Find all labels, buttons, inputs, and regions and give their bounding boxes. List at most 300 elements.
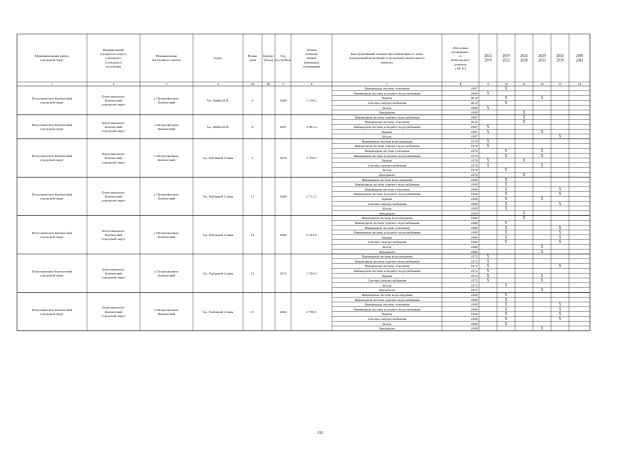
repair-mark: X: [504, 307, 508, 312]
column-number: 14: [577, 81, 582, 86]
repair-mark: X: [522, 211, 526, 216]
area-cell: 2 706,5: [306, 309, 317, 314]
column-number: 13: [558, 81, 562, 86]
settlement-cell: городской округ: [101, 237, 126, 242]
element-cell: Инженерная система холодного водоснабжения: [353, 153, 421, 158]
header-cell: городского: [105, 56, 122, 61]
repair-mark: X: [504, 177, 508, 182]
repair-mark: X: [504, 153, 508, 158]
repair-mark: X: [558, 230, 562, 235]
element-cell: Крыша: [381, 273, 393, 278]
element-cell: Инженерная система отопления: [364, 187, 410, 192]
repair-date-cell: 1980: [470, 225, 478, 230]
element-cell: Крыша: [381, 312, 393, 317]
repair-mark: X: [558, 240, 562, 245]
header-cell: 2018: [484, 58, 492, 63]
header-cell: 2034: [556, 54, 564, 59]
repair-mark: X: [558, 264, 562, 269]
year-cell: 1969: [279, 98, 287, 103]
repair-mark: X: [540, 149, 544, 153]
repair-mark: X: [558, 307, 562, 312]
locality-cell: г. Петропавловск-: [153, 154, 180, 159]
repair-mark: X: [486, 273, 490, 278]
element-cell: Фасад: [382, 105, 392, 110]
element-cell: Инженерная система водоотведения: [361, 254, 413, 259]
repair-date-cell: 1969: [470, 105, 478, 110]
column-number: 5: [282, 81, 284, 86]
column-number: 4а: [250, 81, 255, 86]
repair-mark: X: [504, 230, 508, 235]
repair-mark: X: [504, 101, 508, 105]
area-cell: 5 764,4: [306, 271, 317, 276]
repair-date-cell: 1969: [470, 297, 478, 302]
repair-mark: X: [504, 86, 508, 91]
element-cell: Инженерная система отопления: [364, 225, 410, 230]
repair-mark: X: [522, 173, 526, 177]
column-number: 4: [217, 81, 219, 86]
repair-mark: X: [486, 105, 490, 110]
settlement-cell: городской округ: [101, 275, 126, 280]
element-cell: Фундамент: [379, 288, 395, 293]
element-cell: Крыша: [381, 96, 393, 101]
repair-mark: X: [558, 225, 562, 230]
repair-mark: X: [504, 302, 508, 307]
address-cell: б-р. Пийпа Б.И.: [206, 98, 230, 103]
element-cell: Инженерная система отопления: [364, 120, 410, 125]
repair-date-cell: 1970: [470, 173, 478, 177]
repair-mark: X: [540, 96, 544, 101]
repair-date-cell: 1987: [470, 134, 478, 139]
repair-mark: X: [522, 216, 526, 221]
address-cell: б-р. Рыбацкой Славы: [202, 271, 234, 276]
repair-mark: X: [486, 125, 490, 129]
district-cell: городской округ: [40, 100, 64, 105]
repair-mark: X: [540, 129, 544, 134]
element-cell: Фундамент: [379, 173, 395, 177]
repair-mark: X: [558, 312, 562, 317]
header-cell: Адрес: [213, 56, 223, 61]
settlement-cell: Камчатский: [104, 194, 123, 199]
repair-mark: X: [504, 240, 508, 245]
repair-mark: X: [558, 192, 562, 197]
repair-date-cell: 1972: [470, 259, 478, 264]
repair-date-cell: 1969: [470, 302, 478, 307]
element-cell: Фундамент: [379, 110, 395, 115]
settlement-cell: городской округ: [101, 102, 126, 107]
area-cell: 2 711,5: [306, 194, 317, 199]
repair-mark: X: [504, 225, 508, 230]
header-cell: Год: [280, 54, 286, 59]
repair-mark: X: [504, 197, 508, 201]
repair-mark: X: [504, 283, 508, 288]
district-cell: Петропавловск-Камчатский: [31, 230, 73, 235]
settlement-cell: Камчатский: [104, 232, 123, 237]
district-cell: городской округ: [40, 273, 64, 278]
header-cell: поселения: [105, 64, 122, 69]
repair-mark: X: [522, 120, 526, 125]
repair-mark: X: [504, 293, 508, 297]
column-number: 8: [459, 81, 462, 86]
header-cell: Наименование: [102, 48, 125, 53]
repair-mark: X: [504, 221, 508, 225]
repair-date-cell: 1970: [470, 168, 478, 173]
locality-cell: г. Петропавловск-: [153, 269, 180, 274]
header-cell: проведенно-: [451, 50, 470, 55]
repair-date-cell: 1969: [470, 312, 478, 317]
repair-date-cell: 1980: [470, 216, 478, 221]
area-cell: 2 723,0: [306, 232, 317, 237]
repair-mark: X: [486, 259, 490, 264]
header-cell: Наименование: [155, 54, 178, 59]
repair-mark: X: [486, 264, 490, 269]
settlement-cell: городской округ: [101, 313, 126, 318]
repair-mark: X: [540, 197, 544, 201]
district-cell: городской округ: [40, 196, 64, 201]
repair-mark: X: [558, 201, 562, 206]
header-cell: жилых: [306, 56, 317, 61]
header-cell: Дата ранее: [452, 45, 469, 50]
element-cell: Крыша: [381, 235, 393, 240]
header-cell: 2038: [556, 58, 564, 63]
header-cell: (нежилых): [303, 60, 320, 65]
element-cell: Инженерная система холодного водоснабжения: [353, 269, 421, 273]
column-number: 12: [540, 81, 544, 86]
element-cell: Инженерная система холодного водоснабжения: [353, 91, 421, 96]
element-cell: Крыша: [381, 197, 393, 201]
house-number-cell: 13: [250, 271, 255, 276]
locality-cell: Камчатский: [157, 158, 176, 163]
repair-mark: X: [486, 163, 490, 168]
repair-date-cell: 1972: [470, 269, 478, 273]
column-number: 11: [522, 81, 526, 86]
area-cell: 2 801,4: [306, 124, 317, 129]
settlement-cell: городской округ: [101, 160, 126, 165]
element-cell: Инженерная система водоотведения: [361, 139, 413, 144]
element-cell: Инженерная система горячего водоснабжения: [354, 182, 420, 187]
repair-mark: X: [558, 187, 562, 192]
element-cell: Фасад: [382, 245, 392, 249]
year-cell: 1980: [279, 232, 287, 237]
header-cell: городской округ: [40, 58, 64, 63]
repair-date-cell: 1969: [470, 317, 478, 321]
element-cell: Инженерная система горячего водоснабжения: [354, 115, 420, 120]
header-cell: Конструктивный элемент многоквартирного дома,: [350, 52, 424, 57]
header-cell: городского округа,: [100, 52, 127, 57]
address-cell: б-р. Рыбацкой Славы: [202, 309, 234, 314]
district-cell: Петропавловск-Камчатский: [31, 154, 73, 159]
repair-date-cell: 2012: [470, 101, 478, 105]
repair-date-cell: 1969: [470, 177, 478, 182]
header-cell: постройки: [275, 58, 291, 63]
repair-date-cell: 1969: [470, 201, 478, 206]
header-cell: капитального: [450, 58, 471, 63]
repair-mark: X: [504, 317, 508, 321]
repair-mark: X: [558, 235, 562, 240]
repair-date-cell: 1969: [470, 211, 478, 216]
element-cell: Инженерная система холодного водоснабжения: [353, 230, 421, 235]
year-cell: 1972: [279, 271, 287, 276]
repair-mark: X: [486, 129, 490, 134]
header-cell: з БР КЭ: [454, 66, 467, 71]
repair-date-cell: 1969: [470, 321, 478, 326]
repair-mark: X: [522, 110, 526, 115]
settlement-cell: Петропавловск-: [102, 190, 125, 195]
locality-cell: Камчатский: [157, 235, 176, 240]
address-cell: б-р. Рыбацкой Славы: [202, 156, 234, 161]
repair-mark: X: [504, 206, 508, 211]
repair-date-cell: 1970: [470, 144, 478, 149]
header-cell: Общая: [306, 48, 317, 53]
address-cell: б-р. Рыбацкой Славы: [202, 232, 234, 237]
repair-date-cell: 1972: [470, 278, 478, 283]
element-cell: Фасад: [382, 321, 392, 326]
house-number-cell: 6: [251, 98, 254, 103]
area-cell: 2 109,2: [306, 98, 317, 103]
district-cell: Петропавловск-Камчатский: [31, 192, 73, 197]
district-cell: Петропавловск-Камчатский: [31, 96, 73, 101]
repair-mark: X: [540, 163, 544, 168]
element-cell: Инженерная система отопления: [364, 149, 410, 153]
repair-date-cell: 1997: [470, 86, 478, 91]
element-cell: Инженерная система горячего водоснабжения: [354, 144, 420, 149]
repair-mark: X: [504, 297, 508, 302]
repair-mark: X: [558, 134, 562, 139]
locality-cell: Камчатский: [157, 273, 176, 278]
repair-mark: X: [486, 139, 490, 144]
year-cell: 1987: [279, 124, 287, 129]
element-cell: Фундамент: [379, 249, 395, 254]
repair-mark: X: [504, 149, 508, 153]
house-number-cell: 11: [250, 194, 255, 199]
repair-date-cell: 1969: [470, 307, 478, 312]
repair-mark: X: [540, 245, 544, 249]
column-number: 4б: [266, 81, 271, 86]
repair-date-cell: 1969: [470, 192, 478, 197]
repair-mark: X: [504, 321, 508, 326]
column-number: 1: [51, 81, 53, 86]
element-cell: Инженерная система холодного водоснабжения: [353, 125, 421, 129]
district-cell: городской округ: [40, 235, 64, 240]
district-cell: Петропавловск-Камчатский: [31, 269, 73, 274]
repair-date-cell: 1980: [470, 245, 478, 249]
locality-cell: Камчатский: [157, 311, 176, 316]
header-cell: 2023: [502, 58, 510, 63]
repair-date-cell: 1969: [470, 206, 478, 211]
element-cell: Инженерная система водоотведения: [361, 216, 413, 221]
repair-date-cell: 1980: [470, 240, 478, 245]
repair-date-cell: 1987: [470, 125, 478, 129]
locality-cell: Камчатский: [157, 196, 176, 201]
repair-mark: X: [540, 153, 544, 158]
settlement-cell: Камчатский: [104, 98, 123, 103]
settlement-cell: Камчатский: [104, 156, 123, 161]
year-cell: 1969: [279, 309, 287, 314]
element-cell: Инженерная система холодного водоснабжения: [353, 307, 421, 312]
header-cell: площадь: [305, 52, 318, 57]
header-cell: 2028: [520, 58, 528, 63]
element-cell: Инженерная система холодного водоснабжения: [353, 192, 421, 197]
repair-mark: X: [558, 317, 562, 321]
element-cell: Система электроснабжения: [367, 317, 407, 321]
repair-date-cell: 1970: [470, 139, 478, 144]
district-cell: Петропавловск-Камчатский: [31, 307, 73, 312]
element-cell: Фасад: [382, 168, 392, 173]
element-cell: Система электроснабжения: [367, 201, 407, 206]
repair-date-cell: 1972: [470, 273, 478, 278]
locality-cell: Камчатский: [157, 100, 176, 105]
repair-date-cell: 1969: [470, 197, 478, 201]
repair-mark: X: [540, 249, 544, 254]
repair-mark: X: [540, 278, 544, 283]
year-cell: 1969: [279, 194, 287, 199]
locality-cell: г. Петропавловск-: [153, 307, 180, 312]
settlement-cell: Камчатский: [104, 124, 123, 129]
locality-cell: Камчатский: [157, 127, 176, 132]
repair-date-cell: 1980: [470, 221, 478, 225]
element-cell: Крыша: [381, 158, 393, 163]
column-number: 10: [504, 81, 508, 86]
area-cell: 3 759,7: [306, 156, 317, 161]
header-cell: дома: [249, 58, 256, 63]
repair-mark: X: [540, 273, 544, 278]
repair-date-cell: 1969: [470, 91, 478, 96]
repair-mark: X: [486, 254, 490, 259]
repair-mark: X: [522, 158, 526, 163]
district-cell: Петропавловск-Камчатский: [31, 122, 73, 127]
header-cell: го: [458, 54, 463, 59]
element-cell: Система электроснабжения: [367, 278, 407, 283]
repair-date-cell: 1972: [470, 254, 478, 259]
house-number-cell: 12: [250, 232, 255, 237]
settlement-cell: Петропавловск-: [102, 152, 125, 157]
repair-date-cell: 1980: [470, 230, 478, 235]
header-cell: (блок): [264, 58, 273, 63]
repair-mark: X: [486, 269, 490, 273]
header-cell: ремонта: [454, 62, 467, 67]
element-cell: Инженерная система отопления: [364, 264, 410, 269]
repair-mark: X: [540, 288, 544, 293]
repair-date-cell: 1969: [470, 182, 478, 187]
repair-mark: X: [486, 158, 490, 163]
header-cell: Корпус: [263, 54, 274, 59]
column-number: 7: [386, 81, 388, 86]
header-cell: Номер: [247, 54, 258, 59]
repair-mark: X: [540, 326, 544, 331]
repair-date-cell: 1972: [470, 264, 478, 269]
settlement-cell: Камчатский: [104, 271, 123, 276]
repair-mark: X: [504, 235, 508, 240]
address-cell: б-р. Пийпа Б.И.: [206, 124, 230, 129]
column-number: 3: [165, 81, 168, 86]
settlement-cell: Петропавловск-: [102, 94, 125, 99]
house-number-cell: 15: [250, 309, 255, 314]
repair-date-cell: 1972: [470, 283, 478, 288]
element-cell: Фасад: [382, 134, 392, 139]
element-cell: Фундамент: [379, 211, 395, 216]
element-cell: Система электроснабжения: [367, 163, 407, 168]
repair-mark: X: [504, 192, 508, 197]
element-cell: Система электроснабжения: [367, 101, 407, 105]
settlement-cell: Камчатский: [104, 309, 123, 314]
repair-date-cell: 1970: [470, 163, 478, 168]
year-cell: 1970: [279, 156, 287, 161]
repair-date-cell: 1980: [470, 249, 478, 254]
element-cell: Инженерная система горячего водоснабжения: [354, 259, 420, 264]
settlement-cell: Петропавловск-: [102, 267, 125, 272]
repair-mark: X: [504, 182, 508, 187]
repair-mark: X: [558, 302, 562, 307]
element-cell: Инженерная система водоотведения: [361, 177, 413, 182]
header-cell: ремонта: [381, 60, 393, 65]
header-cell: Муниципальный район,: [34, 54, 70, 59]
element-cell: Фундамент: [379, 326, 395, 331]
repair-date-cell: 1987: [470, 115, 478, 120]
settlement-cell: Петропавловск-: [102, 305, 125, 310]
element-cell: Крыша: [381, 129, 393, 134]
locality-cell: г. Петропавловск-: [153, 230, 180, 235]
district-cell: городской округ: [40, 127, 64, 132]
settlement-cell: городской округ: [101, 129, 126, 134]
column-number: 9: [487, 81, 489, 86]
district-cell: городской округ: [40, 311, 64, 316]
locality-cell: г. Петропавловск-: [153, 96, 180, 101]
element-cell: Инженерная система водоотведения: [361, 293, 413, 297]
repair-date-cell: 1969: [470, 110, 478, 115]
settlement-cell: Петропавловск-: [102, 228, 125, 233]
settlement-cell: Петропавловск-: [102, 120, 125, 125]
repair-mark: X: [504, 187, 508, 192]
header-cell: 2029: [538, 54, 546, 59]
element-cell: Инженерная система горячего водоснабжения: [354, 221, 420, 225]
element-cell: Фасад: [382, 283, 392, 288]
header-cell: населенного пункта: [152, 58, 181, 63]
locality-cell: г. Петропавловск-: [153, 192, 180, 197]
repair-mark: X: [504, 168, 508, 173]
repair-date-cell: 1980: [470, 235, 478, 240]
header-cell: 2039: [575, 54, 584, 59]
house-number-cell: 8: [251, 124, 254, 129]
repair-mark: X: [522, 115, 526, 120]
header-cell: 2024: [520, 54, 528, 59]
element-cell: Инженерная система отопления: [364, 302, 410, 307]
repair-mark: X: [486, 278, 490, 283]
repair-mark: X: [504, 312, 508, 317]
header-cell: подлежащий включению в программу капитального: [349, 56, 425, 61]
header-cell: 2019: [502, 54, 510, 59]
repair-date-cell: 1987: [470, 129, 478, 134]
repair-date-cell: 1969: [470, 326, 478, 331]
header-cell: 2043: [575, 58, 584, 63]
repair-date-cell: 2010: [470, 120, 478, 125]
element-cell: Инженерная система отопления: [364, 86, 410, 91]
element-cell: Система электроснабжения: [367, 240, 407, 245]
repair-mark: X: [504, 96, 508, 101]
header-cell: (сельского): [105, 60, 122, 65]
header-cell: 2033: [538, 58, 546, 63]
page-number: 133: [317, 430, 323, 435]
column-number: 6: [310, 81, 313, 86]
repair-mark: X: [504, 201, 508, 206]
locality-cell: г. Петропавловск-: [153, 122, 180, 127]
repair-mark: X: [486, 144, 490, 149]
repair-mark: X: [486, 91, 490, 96]
repair-date-cell: 1972: [470, 288, 478, 293]
header-cell: 2014: [484, 54, 492, 59]
address-cell: б-р. Рыбацкой Славы: [202, 194, 234, 199]
header-cell: помещений: [303, 64, 320, 69]
repair-date-cell: 1970: [470, 153, 478, 158]
column-number: 2: [112, 81, 115, 86]
